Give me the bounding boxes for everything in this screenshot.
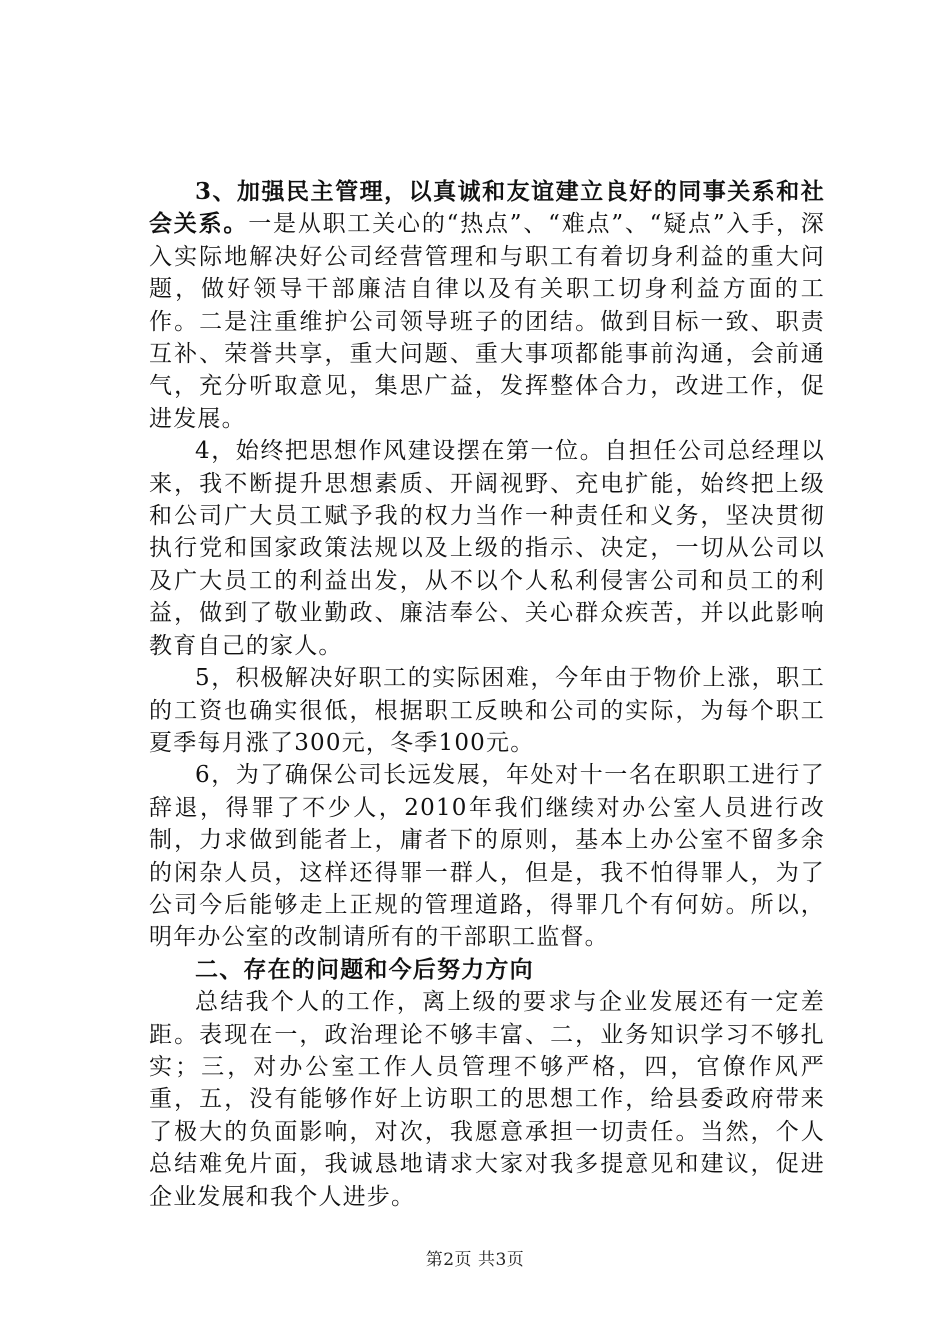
page-footer: 第2页 共3页 bbox=[425, 1250, 525, 1270]
document-body bbox=[149, 176, 825, 1213]
paragraph-3-lead: 3、加强民主管理，以真诚和友谊建立良好的同事关系和社会关系。 bbox=[149, 178, 825, 238]
closing-paragraph: 总结我个人的工作，离上级的要求与企业发展还有一定差距。表现在一，政治理论不够丰富、二，业务知识学习不够扎实；三，对办公室工作人员管理不够严格，四，官僚作风严重，五，没有能够作好上访职工的思想工作，给县委政府带来了极大的负面影响，对次，我愿意承担一切责任。当然，个人总结难免片面，我诚恳地请求大家对我多提意见和建议，促进企业发展和我个人进步。 bbox=[149, 989, 825, 1210]
section-heading: 二、存在的问题和今后努力方向 bbox=[195, 955, 534, 983]
paragraph-6: 6，为了确保公司长远发展，年处对十一名在职职工进行了辞退，得罪了不少人，2010年我们继续对办公室人员进行改制，力求做到能者上，庸者下的原则，基本上办公室不留多余的闲杂人员，这样还得罪一群人，但是，我不怕得罪人，为了公司今后能够走上正规的管理道路，得罪几个有何妨。所以，明年办公室的改制请所有的干部职工监督。 bbox=[149, 762, 825, 951]
paragraph-4: 4，始终把思想作风建设摆在第一位。自担任公司总经理以来，我不断提升思想素质、开阔视野、充电扩能，始终把上级和公司广大员工赋予我的权力当作一种责任和义务，坚决贯彻执行党和国家政策法规以及上级的指示、决定，一切从公司以及广大员工的利益出发，从不以个人私利侵害公司和员工的利益，做到了敬业勤政、廉洁奉公、关心群众疾苦，并以此影响教育自己的家人。 bbox=[149, 438, 825, 659]
paragraph-5: 5，积极解决好职工的实际困难，今年由于物价上涨，职工的工资也确实很低，根据职工反映和公司的实际，为每个职工夏季每月涨了300元，冬季100元。 bbox=[149, 665, 825, 756]
paragraph-3-body: 一是从职工关心的“热点”、“难点”、“疑点”入手，深入实际地解决好公司经营管理和与职工有着切身利益的重大问题，做好领导干部廉洁自律以及有关职工切身利益方面的工作。二是注重维护公司领导班子的团结。做到目标一致、职责互补、荣誉共享，重大问题、重大事项都能事前沟通，会前通气，充分听取意见，集思广益，发挥整体合力，改进工作，促进发展。 bbox=[149, 211, 826, 432]
paragraph-3 bbox=[149, 176, 825, 435]
